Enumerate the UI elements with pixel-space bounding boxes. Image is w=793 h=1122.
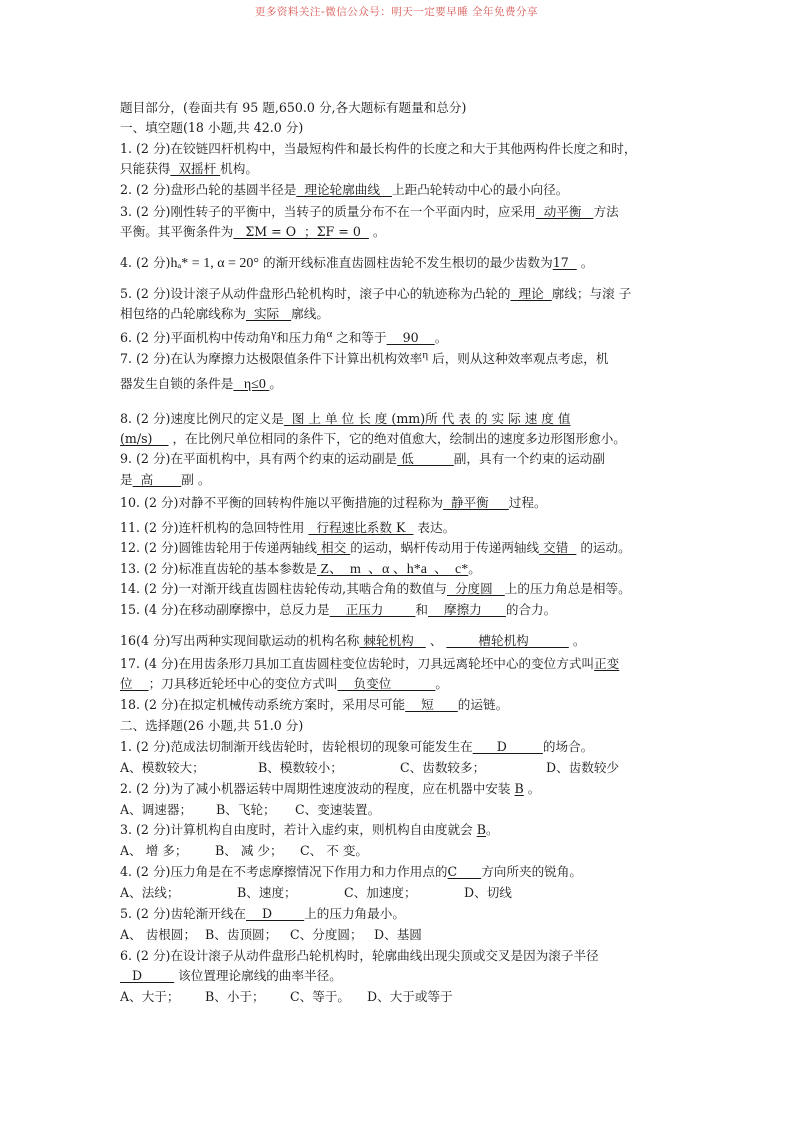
question-1-15 <box>120 600 556 619</box>
paper-header: 题目部分，(卷面共有 95 题,650.0 分,各大题标有题量和总分) <box>120 100 467 115</box>
question-1-4 <box>120 253 593 273</box>
question-1-2 <box>120 180 568 199</box>
section1-title: 一、填空题(18 小题,共 42.0 分) <box>120 120 304 135</box>
question-1-9-cont <box>120 470 210 489</box>
question-text: 3. (2 分)刚性转子的平衡中，当转子的质量分布不在一个平面内时，应采用 <box>120 204 536 219</box>
option-a: A、调速器； <box>120 802 193 817</box>
question-text: 。 <box>368 224 386 239</box>
question-1-10 <box>120 493 547 512</box>
answer-blank: 槽轮机构 <box>446 633 569 648</box>
question-2-1 <box>120 737 593 756</box>
question-text: 16(4 分)写出两种实现间歇运动的机构名称 <box>120 633 360 648</box>
question-text: 18. (2 分)在拟定机械传动系统方案时，采用尽可能 <box>120 697 406 712</box>
question-text: 、 <box>425 633 447 648</box>
answer-blank: 静平衡 <box>442 495 509 510</box>
question-text: 。 <box>269 376 282 391</box>
question-2-6-cont <box>120 966 342 985</box>
question-text: ；刀具移近轮坯中心的变位方式叫 <box>148 676 338 691</box>
answer-blank: B <box>476 822 486 837</box>
question-text: 12. (2 分)圆锥齿轮用于传递两轴线 <box>120 540 317 555</box>
formula: hₐ* = 1, α = 20° <box>170 256 260 271</box>
answer-blank: 动平衡 <box>535 204 594 219</box>
answer-blank: C <box>447 864 482 879</box>
question-text: 11. (2 分)连杆机构的急回特性用 <box>120 520 309 535</box>
question-1-7-cont <box>120 374 282 394</box>
question-1-6: 6. (2 分)平面机构中传动角$^\gamma$和压力角$^\alpha$ 之和等于 90 。 <box>120 328 448 346</box>
answer-blank: ΣM = O ；ΣF = 0 <box>233 224 369 239</box>
option-b: B、 减 少； <box>215 843 283 858</box>
question-text: 5. (2 分)齿轮渐开线在 <box>120 906 247 921</box>
answer-blank: 高 <box>132 472 182 487</box>
question-text: 的运动，蜗杆传动用于传递两轴线 <box>350 540 540 555</box>
question-text: 上的压力角总是相等。 <box>504 581 631 596</box>
question-text: 。 <box>523 781 541 796</box>
question-2-4 <box>120 862 582 881</box>
question-text: 相包络的凸轮廓线称为 <box>120 306 246 321</box>
answer-blank: 行程速比系数 K <box>308 520 414 535</box>
option-c: C、变速装置。 <box>295 802 381 817</box>
question-text: 廓线；与滚 子 <box>551 286 632 301</box>
option-a: A、 增 多； <box>120 843 188 858</box>
question-text: 是 <box>120 472 133 487</box>
question-text: 4. (2 分) <box>120 255 171 270</box>
question-1-7: 7. (2 分)在认为摩擦力达极限值条件下计算出机构效率$^\eta$ 后，则从这种效率观点考虑，机 <box>120 349 609 367</box>
question-text: 的渐开线标准直齿圆柱齿轮不发生根切的最少齿数为 <box>263 255 553 270</box>
option-b: B、速度； <box>237 885 297 900</box>
question-text: 副 。 <box>181 472 211 487</box>
option-c: C、加速度； <box>344 885 417 900</box>
section2-title: 二、选择题(26 小题,共 51.0 分) <box>120 718 304 733</box>
question-text: 该位置理论廓线的曲率半径。 <box>174 968 342 983</box>
question-1-8 <box>120 409 570 428</box>
question-1-14 <box>120 579 631 598</box>
question-text: 3. (2 分)计算机构自由度时，若计入虚约束，则机构自由度就会 <box>120 822 477 837</box>
answer-blank: 位 <box>120 676 149 691</box>
question-text: 器发生自锁的条件是 <box>120 376 234 391</box>
option-d: D、齿数较少 <box>546 760 620 775</box>
question-text: 方法 <box>593 204 619 219</box>
answer-blank: 相交 <box>317 540 351 555</box>
option-b: B、飞轮； <box>216 802 276 817</box>
option-c: C、分度圆； <box>290 927 363 942</box>
answer-blank: 17 <box>552 255 577 270</box>
option-c: C、 不 变。 <box>300 843 369 858</box>
question-2-2 <box>120 779 540 798</box>
answer-blank: 短 <box>405 697 458 712</box>
answer-blank: B <box>514 781 524 796</box>
question-2-3 <box>120 820 499 839</box>
question-text: 后，则从这种效率观点考虑，机 <box>428 351 609 367</box>
option-b: B、齿顶圆； <box>205 927 278 942</box>
option-d: D、切线 <box>464 885 512 900</box>
question-text: 廓线。 <box>291 306 329 321</box>
option-a: A、模数较大； <box>120 760 205 775</box>
question-text: 。 <box>568 633 586 648</box>
question-text: 9. (2 分)在平面机构中，具有两个约束的运动副是 <box>120 451 398 466</box>
answer-blank: 摩擦力 <box>428 602 506 617</box>
answer-blank: 低 <box>397 451 454 466</box>
answer-blank: 理论轮廓曲线 <box>296 182 392 197</box>
question-text: 和 <box>415 602 429 617</box>
question-text: 的合力。 <box>505 602 557 617</box>
question-text: 。 <box>468 561 481 576</box>
question-text: 平衡。其平衡条件为 <box>120 224 234 239</box>
question-text: 方向所夹的锐角。 <box>481 864 582 879</box>
question-2-5 <box>120 904 405 923</box>
option-d: D、大于或等于 <box>367 989 453 1004</box>
answer-blank: 负变位 <box>337 676 436 691</box>
question-1-17 <box>120 654 619 673</box>
answer-blank: 理论 <box>510 286 552 301</box>
question-text: 5. (2 分)设计滚子从动件盘形凸轮机构时，滚子中心的轨迹称为凸轮的 <box>120 286 511 301</box>
question-text: 2. (2 分)为了减小机器运转中周期性速度波动的程度，应在机器中安装 <box>120 781 515 796</box>
question-1-9 <box>120 449 605 468</box>
question-1-5 <box>120 284 631 303</box>
question-text: 上距凸轮转动中心的最小向径。 <box>392 182 569 197</box>
answer-blank: 90 <box>386 330 435 346</box>
option-c: C、齿数较多； <box>400 760 486 775</box>
question-text: 6. (2 分)在设计滚子从动件盘形凸轮机构时，轮廓曲线出现尖顶或交叉是因为滚子半径 <box>120 948 599 963</box>
question-text: 6. (2 分)平面机构中传动角 <box>120 330 272 346</box>
question-1-3-cont <box>120 222 385 241</box>
question-1-8-cont <box>120 429 626 448</box>
question-text: 的场合。 <box>542 739 594 754</box>
option-b: B、模数较小； <box>258 760 343 775</box>
question-1-17-cont <box>120 674 448 693</box>
option-a: A、大于； <box>120 989 180 1004</box>
question-text: 过程。 <box>508 495 547 510</box>
answer-blank: D <box>120 968 175 983</box>
question-text: 15. (4 分)在移动副摩擦中，总反力是 <box>120 602 330 617</box>
question-text: 4. (2 分)压力角是在不考虑摩擦情况下作用力和力作用点的 <box>120 864 448 879</box>
answer-blank: 棘轮机构 <box>359 633 426 648</box>
question-1-13 <box>120 559 481 579</box>
question-text: 的运动。 <box>576 540 631 555</box>
question-text: 2. (2 分)盘形凸轮的基圆半径是 <box>120 182 297 197</box>
answer-blank: D <box>246 906 305 921</box>
question-1-1: 1. (2 分)在铰链四杆机构中，当最短构件和最长构件的长度之和大于其他两构件长度之和时， <box>120 141 637 156</box>
answer-blank: 双摇杆 <box>170 161 221 176</box>
question-1-18 <box>120 695 508 714</box>
answer-blank: 实际 <box>245 306 292 321</box>
question-text: 14. (2 分)一对渐开线直齿圆柱齿轮传动,其啮合角的数值与 <box>120 581 447 596</box>
question-text: 和压力角 <box>276 330 327 346</box>
option-d: D、基圆 <box>374 927 422 942</box>
question-text: 。 <box>576 255 594 270</box>
question-text: 。 <box>435 676 448 691</box>
question-text: ，在比例尺单位相同的条件下，它的绝对值愈大，绘制出的速度多边形图形愈小。 <box>168 431 626 446</box>
question-text: 7. (2 分)在认为摩擦力达极限值条件下计算出机构效率 <box>120 351 423 367</box>
question-text: 13. (2 分)标准直齿轮的基本参数是 <box>120 561 317 576</box>
question-text: 17. (4 分)在用齿条形刀具加工直齿圆柱变位齿轮时，刀具远离轮坯中心的变位方式叫 <box>120 656 595 671</box>
question-text: 表达。 <box>413 520 456 535</box>
question-1-12 <box>120 538 631 557</box>
question-text: 副，具有一个约束的运动副 <box>453 451 605 466</box>
question-1-16 <box>120 631 585 650</box>
answer-blank: 分度圆 <box>446 581 505 596</box>
option-a: A、法线； <box>120 885 180 900</box>
question-text: 1. (2 分)范成法切制渐开线齿轮时，齿轮根切的现象可能发生在 <box>120 739 473 754</box>
question-1-5-cont <box>120 304 329 323</box>
answer-blank: (m/s) <box>120 431 169 446</box>
question-2-6 <box>120 946 599 965</box>
question-text: 10. (2 分)对静不平衡的回转构件施以平衡措施的过程称为 <box>120 495 443 510</box>
question-text: 上的压力角最小。 <box>304 906 405 921</box>
option-b: B、小于； <box>205 989 265 1004</box>
answer-blank: 正变 <box>594 656 620 671</box>
question-1-3 <box>120 202 619 221</box>
promo-banner: 更多资料关注-微信公众号：明天一定要早睡 全年免费分享 <box>254 6 539 18</box>
question-text: 之和等于 <box>332 330 387 346</box>
question-text: 8. (2 分)速度比例尺的定义是 <box>120 411 284 426</box>
answer-blank: 图 上 单 位 长 度 (mm)所 代 表 的 实 际 速 度 值 <box>283 411 571 426</box>
answer-blank: 正压力 <box>329 602 416 617</box>
answer-blank: D <box>472 739 543 754</box>
answer-blank: 交错 <box>539 540 577 555</box>
question-1-1-cont: 只能获得 双摇杆 机构。 <box>120 161 258 176</box>
question-text: 的运链。 <box>457 697 509 712</box>
answer-blank: Z、 m 、α 、h*a 、 c* <box>317 562 469 577</box>
option-c: C、等于。 <box>290 989 351 1004</box>
question-text: 。 <box>434 330 448 346</box>
question-1-11 <box>120 518 455 537</box>
answer-blank: η≤0 <box>233 377 270 392</box>
option-a: A、 齿根圆； <box>120 927 197 942</box>
question-text: 。 <box>485 822 499 837</box>
